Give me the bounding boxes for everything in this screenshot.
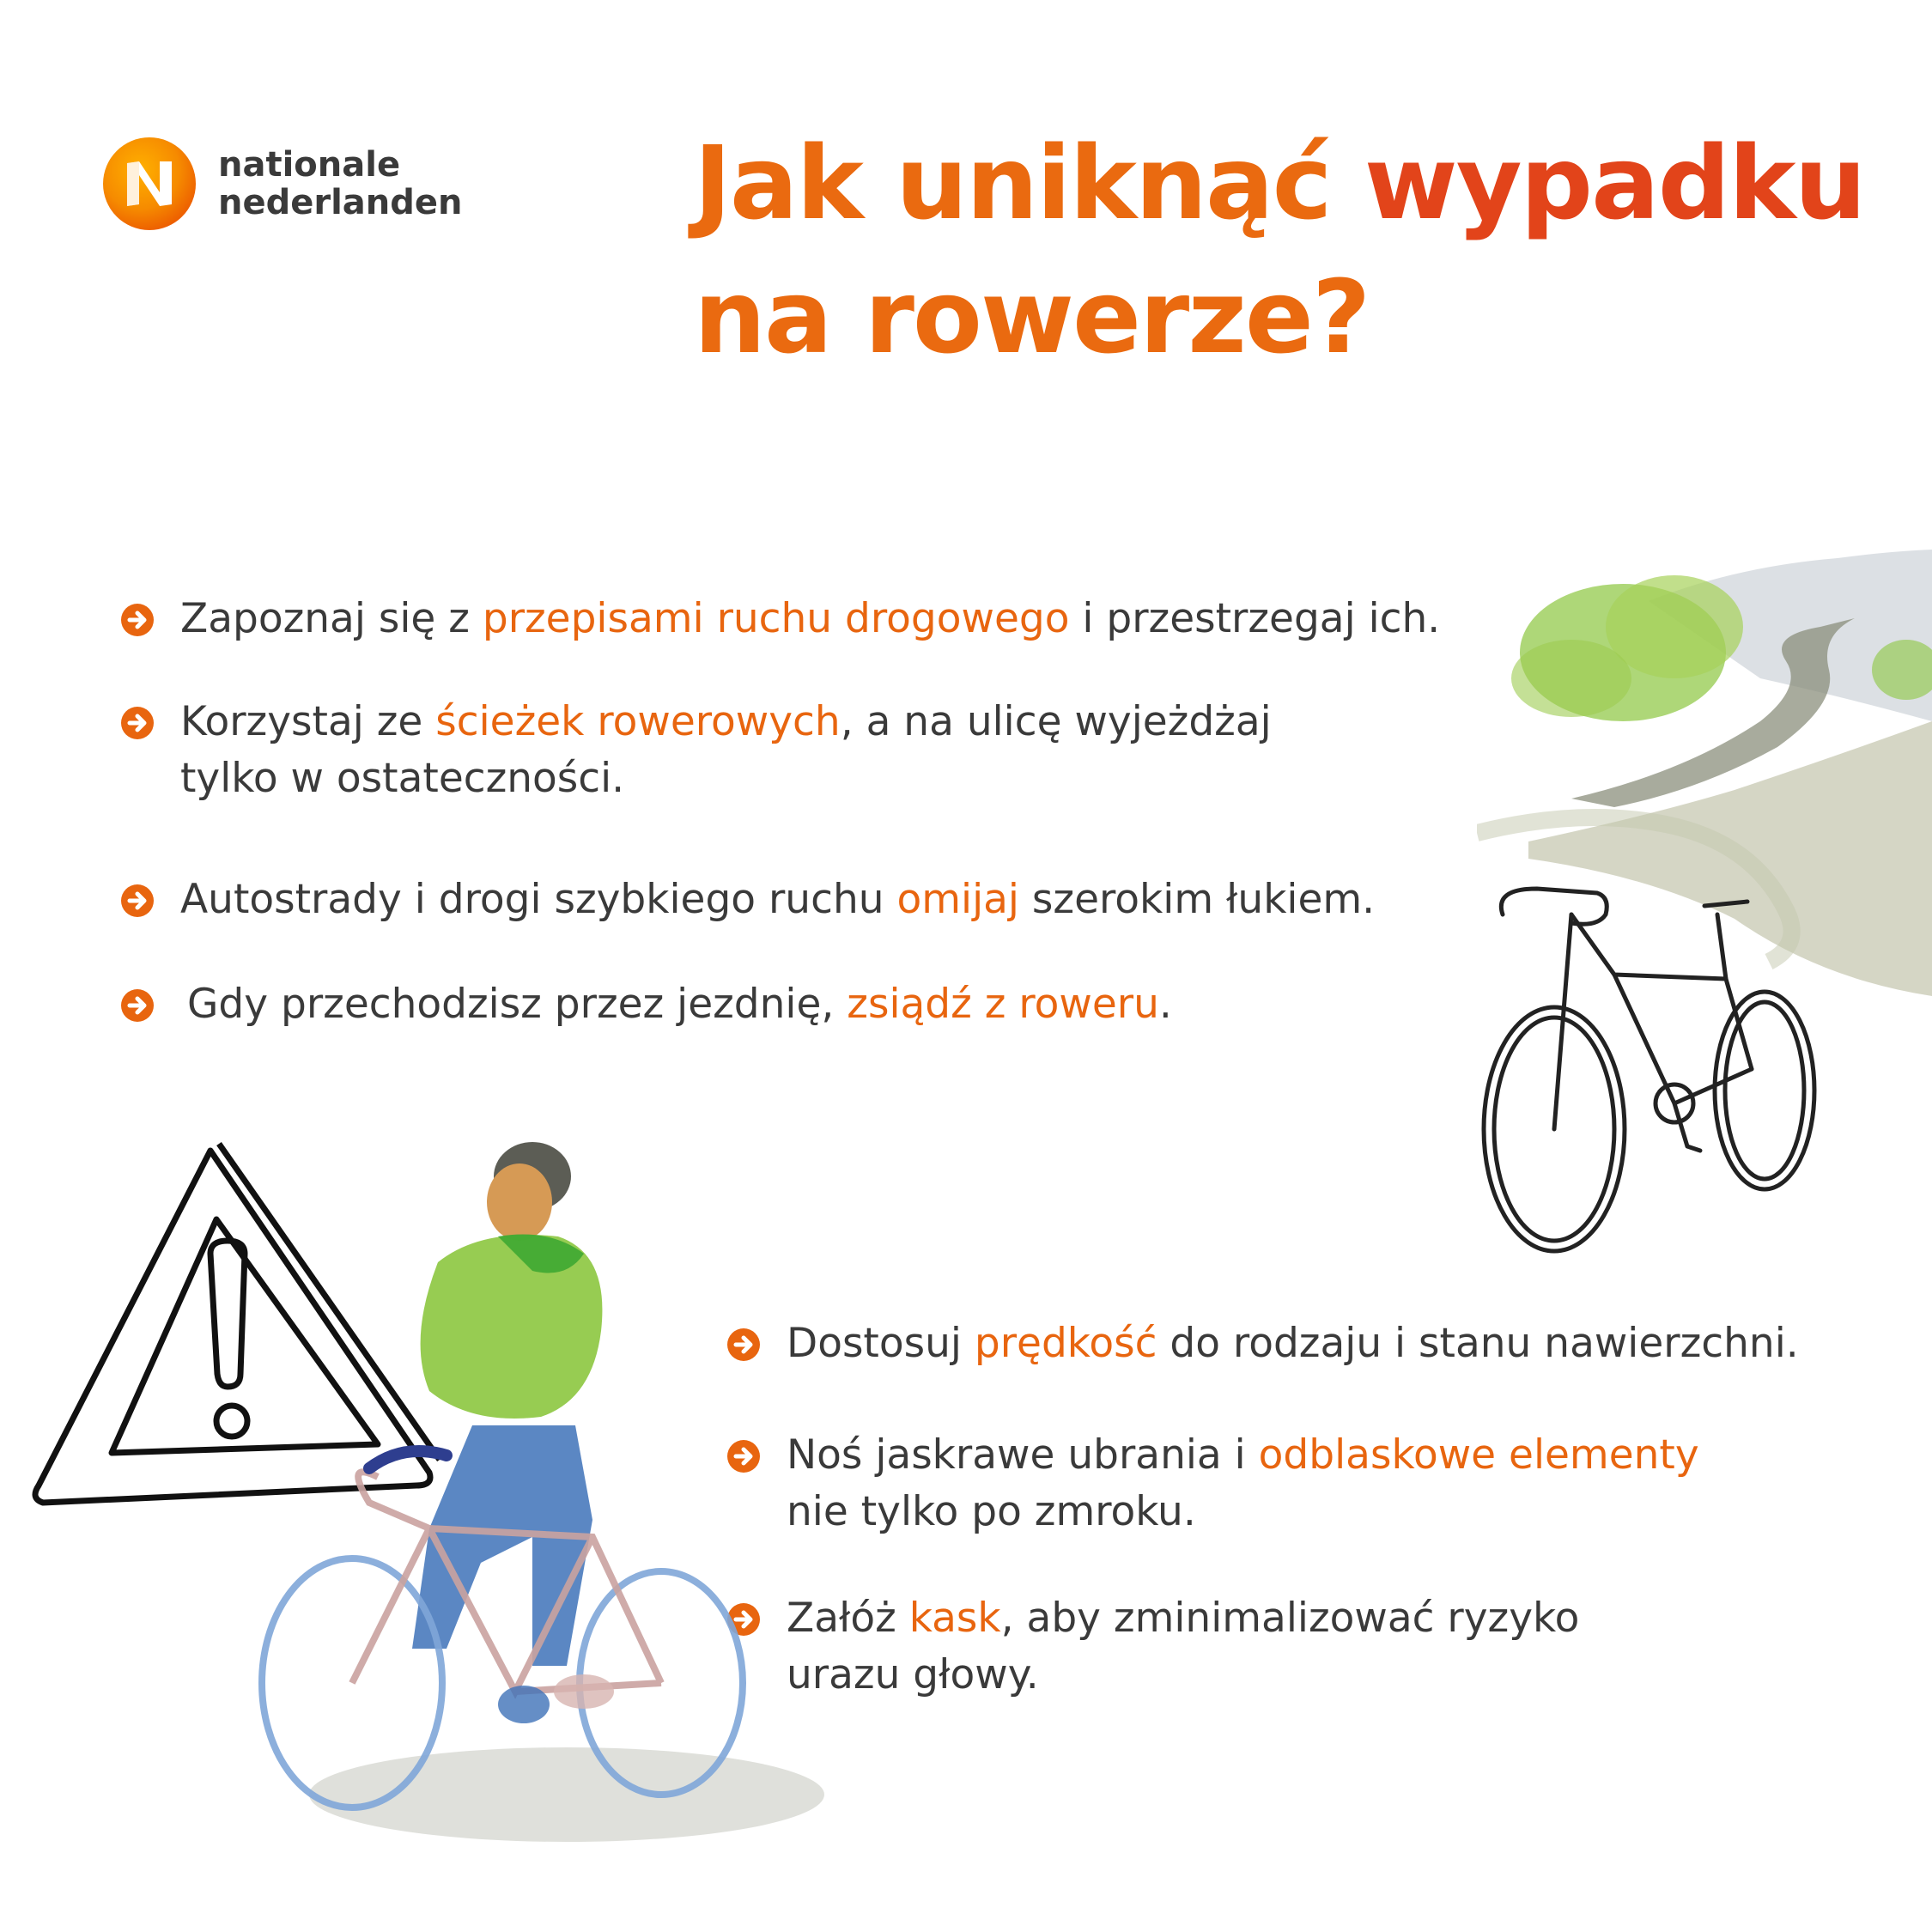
tip-text: , aby zminimalizować ryzyko	[1000, 1595, 1580, 1642]
tip-highlight: ścieżek rowerowych	[435, 698, 841, 745]
cyclist-illustration	[223, 1133, 824, 1889]
tip-text: Zapoznaj się z	[180, 595, 483, 642]
title-part1: Jak uniknąć	[694, 124, 1364, 242]
tip-item	[120, 872, 1375, 928]
tip-text: Korzystaj ze	[180, 698, 436, 745]
tip-item	[120, 694, 1272, 807]
bicycle-outline-icon	[1468, 863, 1829, 1258]
tip-highlight: omijaj	[896, 876, 1019, 923]
tip-text: Dostosuj	[787, 1320, 975, 1367]
title-part3: na rowerze?	[694, 258, 1370, 376]
tip-text: .	[1158, 981, 1172, 1028]
tip-item	[120, 976, 1172, 1033]
tip-highlight: prędkość	[974, 1320, 1157, 1367]
tip-highlight: kask	[908, 1595, 1001, 1642]
tip-text-line2: urazu głowy.	[787, 1651, 1039, 1698]
tip-text: Gdy przechodzisz przez jezdnię,	[187, 981, 848, 1028]
tip-text: szerokim łukiem.	[1018, 876, 1376, 923]
arrow-bullet-icon	[120, 884, 155, 918]
tip-item	[726, 1427, 1699, 1540]
brand-name-line2: nederlanden	[218, 183, 463, 222]
tip-item	[726, 1590, 1579, 1704]
arrow-bullet-icon	[120, 988, 155, 1023]
tip-highlight: odblaskowe elementy	[1258, 1431, 1699, 1479]
page-title	[694, 116, 1879, 384]
nn-logo-icon	[101, 136, 197, 232]
arrow-bullet-icon	[120, 603, 155, 637]
tip-highlight: zsiądź z roweru	[847, 981, 1159, 1028]
tip-text: , a na ulicę wyjeżdżaj	[840, 698, 1272, 745]
title-highlight: wypadku	[1364, 124, 1865, 242]
brand-logo	[101, 136, 463, 232]
tip-text: do rodzaju i stanu nawierzchni.	[1157, 1320, 1799, 1367]
tip-text: Noś jaskrawe ubrania i	[787, 1431, 1259, 1479]
tip-item	[726, 1315, 1799, 1372]
tip-text: Autostrady i drogi szybkiego ruchu	[180, 876, 897, 923]
tip-text-line2: tylko w ostateczności.	[180, 755, 625, 802]
tip-text-line2: nie tylko po zmroku.	[787, 1488, 1196, 1535]
brand-name-line1: nationale	[218, 145, 401, 185]
tip-text: i przestrzegaj ich.	[1069, 595, 1441, 642]
tip-text: Załóż	[787, 1595, 909, 1642]
arrow-bullet-icon	[120, 706, 155, 740]
tip-item	[120, 591, 1440, 647]
tip-highlight: przepisami ruchu drogowego	[482, 595, 1070, 642]
